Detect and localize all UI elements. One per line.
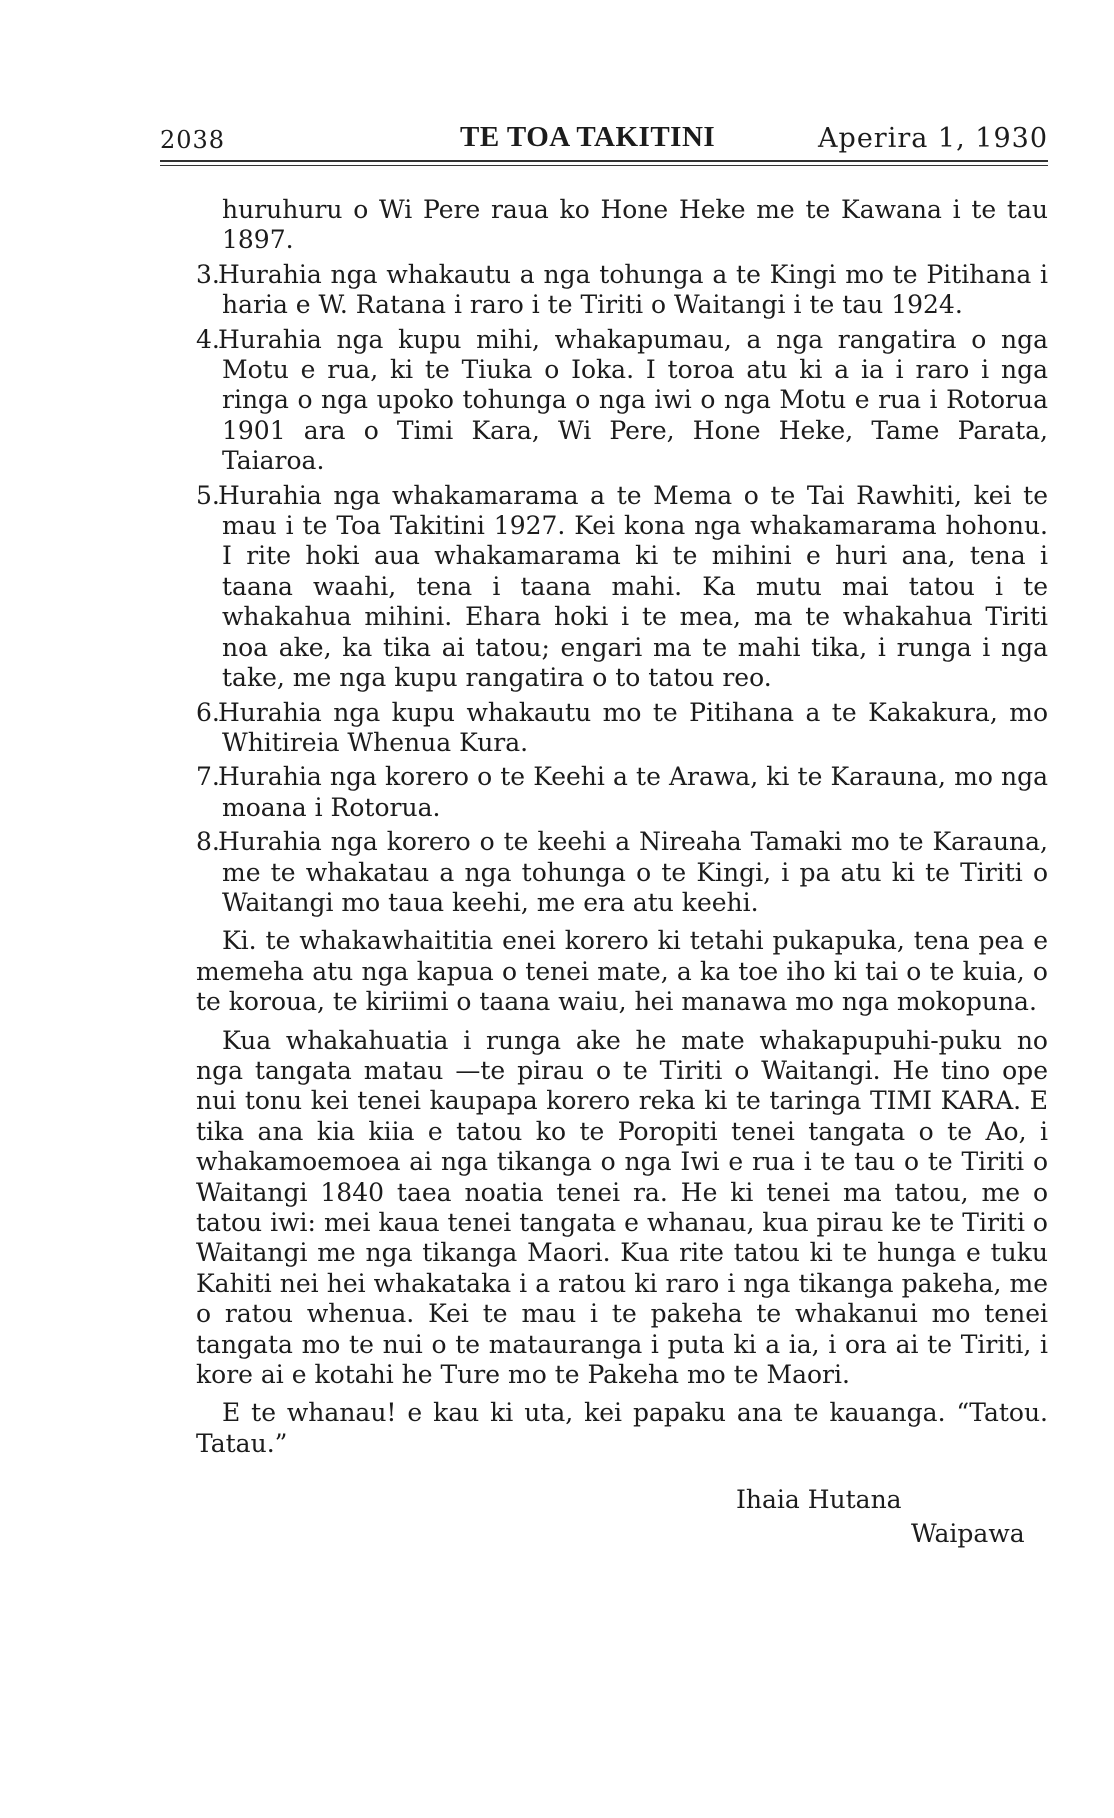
item-number: 8.	[196, 827, 220, 857]
item-text: Hurahia nga kupu mihi, whakapumau, a nga rangatira o nga Motu e rua, ki te Tiuka o Ioka. I toroa atu ki a ia i raro i nga ringa o nga upoko tohunga o nga iwi o nga Motu e rua i Rotorua 1901 ara o Timi Kara, Wi Pere, Hone Heke, Tame Parata, Taiaroa.	[218, 324, 1048, 476]
item-number: 3.	[196, 259, 220, 289]
signature-place: Waipawa	[911, 1519, 1025, 1549]
item-text: Hurahia nga whakamarama a te Mema o te Tai Rawhiti, kei te mau i te Toa Takitini 1927. Kei kona nga whakamarama hohonu. I rite hoki aua whakamarama ki te mihini e huri ana, tena i taana waahi, tena i taana mahi. Ka mutu mai tatou i te whakahua mihini. Ehara hoki i te mea, ma te whakahua Tiriti noa ake, ka tika ai tatou; engari ma te mahi tika, i runga i nga take, me nga kupu rangatira o to tatou reo.	[218, 480, 1048, 693]
paragraph: Ki. te whakawhaititia enei korero ki tetahi pukapuka, tena pea e memeha atu nga kapua o tenei mate, a ka toe iho ki tai o te kuia, o te koroua, te kiriimi o taana waiu, hei manawa mo nga mokopuna.	[196, 926, 1048, 1017]
page-header	[160, 120, 1048, 160]
item-text: Hurahia nga kupu whakautu mo te Pitihana a te Kakakura, mo Whitireia Whenua Kura.	[218, 697, 1048, 757]
item-number: 5.	[196, 480, 220, 510]
item-text: Hurahia nga korero o te Keehi a te Arawa, ki te Karauna, mo nga moana i Rotorua.	[218, 762, 1048, 822]
list-item	[196, 260, 1048, 321]
list-item	[196, 827, 1048, 918]
numbered-list	[196, 260, 1048, 919]
paragraph: Kua whakahuatia i runga ake he mate whakapupuhi-puku no nga tangata matau —te pirau o te Tiriti o Waitangi. He tino ope nui tonu kei tenei kaupapa korero reka ki te taringa TIMI KARA. E tika ana kia kiia e tatou ko te Poropiti tenei tangata o te Ao, i whakamoemoea ai nga tikanga o nga Iwi e rua i te tau o te Tiriti o Waitangi 1840 taea noatia tenei ra. He ki tenei ma tatou, me o tatou iwi: mei kaua tenei tangata e whanau, kua pirau ke te Tiriti o Waitangi me nga tikanga Maori. Kua rite tatou ki te hunga e tuku Kahiti nei hei whakataka i a ratou ki raro i nga tikanga pakeha, me o ratou whenua. Kei te mau i te pakeha te whakanui mo tenei tangata mo te nui o te matauranga i puta ki a ia, i ora ai te Tiriti, i kore ai e kotahi he Ture mo te Pakeha mo te Maori.	[196, 1025, 1048, 1390]
item-text: Hurahia nga whakautu a nga tohunga a te Kingi mo te Pitihana i haria e W. Ratana i raro i te Tiriti o Waitangi i te tau 1924.	[218, 259, 1048, 320]
journal-title: TE TOA TAKITINI	[460, 121, 716, 153]
header-rule	[160, 160, 1048, 162]
signature-block	[196, 1483, 1048, 1551]
list-item	[196, 481, 1048, 694]
item-number: 6.	[196, 697, 220, 727]
signature-name: Ihaia Hutana	[736, 1485, 902, 1515]
issue-date: Aperira 1, 1930	[818, 123, 1048, 154]
list-item	[196, 325, 1048, 477]
article-body	[196, 195, 1048, 1551]
paragraph: E te whanau! e kau ki uta, kei papaku ana te kauanga. “Tatou. Tatau.”	[196, 1398, 1048, 1458]
page-number: 2038	[160, 126, 226, 154]
continuation-text: huruhuru o Wi Pere raua ko Hone Heke me te Kawana i te tau 1897.	[222, 195, 1048, 255]
item-number: 4.	[196, 324, 220, 354]
item-text: Hurahia nga korero o te keehi a Nireaha Tamaki mo te Karauna, me te whakatau a nga tohunga o te Kingi, i pa atu ki te Tiriti o Waitangi mo taua keehi, me era atu keehi.	[218, 827, 1048, 917]
header-rule-thin	[160, 165, 1048, 166]
item-number: 7.	[196, 762, 220, 792]
list-item	[196, 762, 1048, 823]
list-item	[196, 698, 1048, 759]
